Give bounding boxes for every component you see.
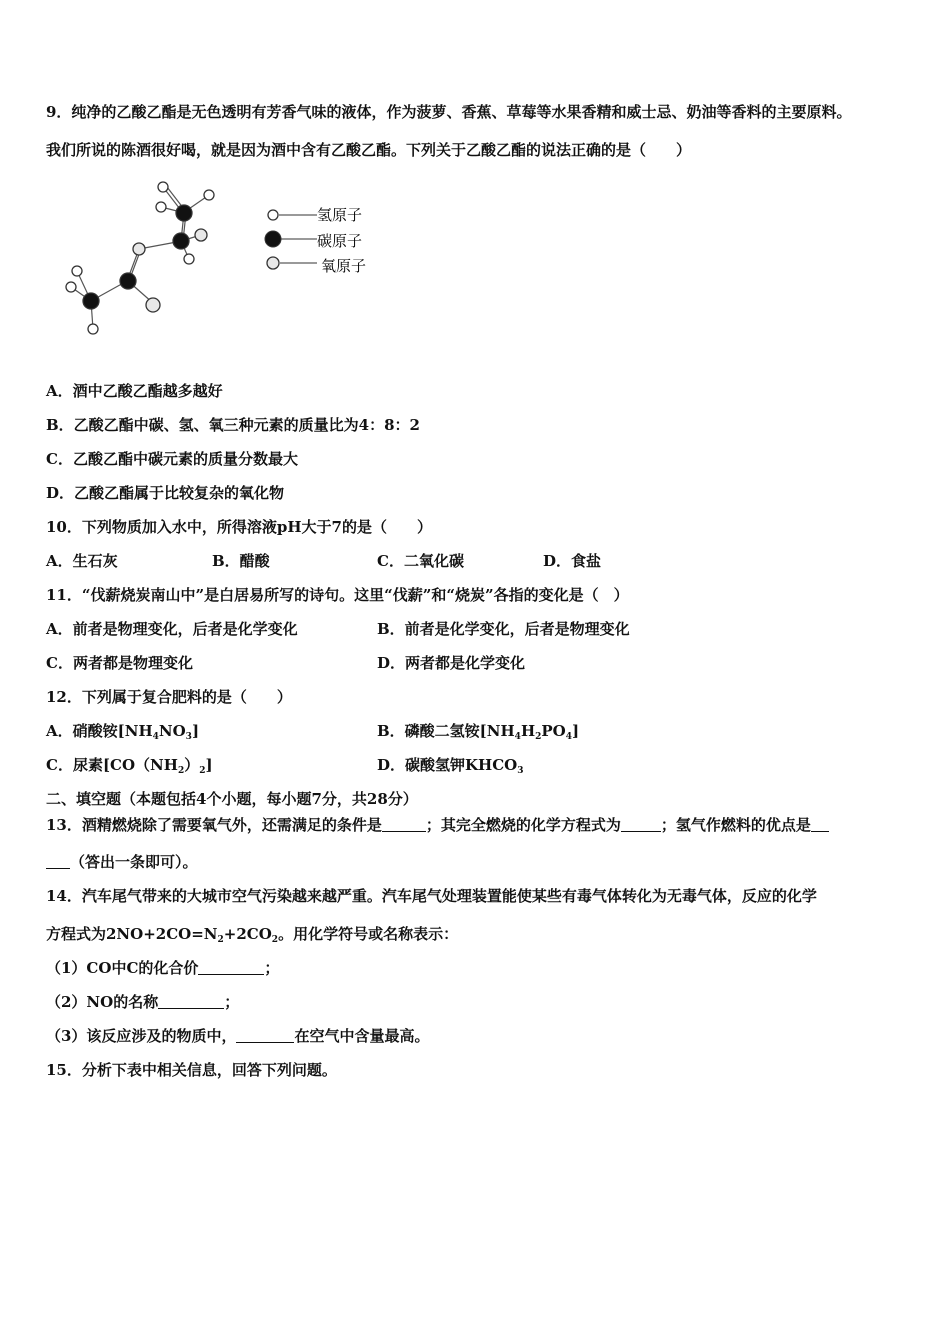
q9-option-a: A．酒中乙酸乙酯越多越好 xyxy=(46,382,223,400)
q11-option-d: D．两者都是化学变化 xyxy=(377,654,526,672)
molecule-atoms xyxy=(66,182,214,334)
q13-blank-3b[interactable] xyxy=(46,854,70,869)
q13-blank-3a[interactable] xyxy=(811,817,829,832)
q9-stem-line1: 9．纯净的乙酸乙酯是无色透明有芳香气味的液体，作为菠萝、香蕉、草莓等水果香精和威士忌、奶油等香料的主要原料。 xyxy=(46,103,852,121)
oxygen-atom xyxy=(146,298,160,312)
q13-blank-1[interactable] xyxy=(382,817,426,832)
carbon-atom xyxy=(83,293,99,309)
legend-hydrogen-label: 氢原子 xyxy=(317,206,363,224)
hydrogen-atom xyxy=(72,266,82,276)
oxygen-atom xyxy=(133,243,145,255)
carbon-atom xyxy=(120,273,136,289)
ethyl-acetate-molecule-diagram xyxy=(55,175,385,345)
q11-option-c: C．两者都是物理变化 xyxy=(46,654,193,672)
hydrogen-atom xyxy=(204,190,214,200)
q13-line1: 13．酒精燃烧除了需要氧气外，还需满足的条件是 ；其完全燃烧的化学方程式为 ；氢气作燃料的优点是 xyxy=(46,815,829,835)
hydrogen-atom xyxy=(156,202,166,212)
q11-option-b: B．前者是化学变化，后者是物理变化 xyxy=(377,620,630,638)
hydrogen-atom xyxy=(184,254,194,264)
q11-option-a: A．前者是物理变化，后者是化学变化 xyxy=(46,620,298,638)
legend-carbon-label: 碳原子 xyxy=(317,232,363,250)
q10-stem: 10．下列物质加入水中，所得溶液pH大于7的是（ ） xyxy=(46,518,432,536)
q14-stem-line2: 方程式为$2NO+2CO=N_2+2CO_2$。用化学符号或名称表示： xyxy=(46,925,459,945)
q10-option-c: C．二氧化碳 xyxy=(377,552,464,570)
q12-option-c: C．尿素$[CO(NH_2)_2]$ xyxy=(46,756,213,776)
q12-stem: 12．下列属于复合肥料的是（ ） xyxy=(46,688,292,706)
q10-option-d: D．食盐 xyxy=(543,552,602,570)
legend-oxygen-label: 氧原子 xyxy=(321,257,367,275)
oxygen-atom xyxy=(195,229,207,241)
q14-sub2: （2）NO的名称 ； xyxy=(46,993,240,1011)
hydrogen-atom xyxy=(158,182,168,192)
q14-sub1: （1）CO中C的化合价 ； xyxy=(46,959,280,977)
q13-blank-2[interactable] xyxy=(621,817,661,832)
molecule-legend xyxy=(265,206,366,275)
carbon-atom xyxy=(176,205,192,221)
hydrogen-atom xyxy=(66,282,76,292)
q11-stem: 11．“伐薪烧炭南山中”是白居易所写的诗句。这里“伐薪”和“烧炭”各指的变化是（ ） xyxy=(46,586,629,604)
q10-option-a: A．生石灰 xyxy=(46,552,118,570)
q14-blank-1[interactable] xyxy=(198,960,264,975)
q12-option-b: B．磷酸二氢铵$[NH_4H_2PO_4]$ xyxy=(377,722,580,742)
q12-option-d: D．碳酸氢钾$KHCO_3$ xyxy=(377,756,524,776)
legend-hydrogen-symbol xyxy=(268,210,278,220)
q10-option-b: B．醋酸 xyxy=(212,552,270,570)
q9-option-b: B．乙酸乙酯中碳、氢、氧三种元素的质量比为4：8：2 xyxy=(46,416,420,434)
q13-line2: （答出一条即可）。 xyxy=(46,852,198,872)
q14-blank-2[interactable] xyxy=(158,994,224,1009)
hydrogen-atom xyxy=(88,324,98,334)
carbon-atom xyxy=(173,233,189,249)
q14-blank-3[interactable] xyxy=(236,1028,294,1043)
q9-stem-line2: 我们所说的陈酒很好喝，就是因为酒中含有乙酸乙酯。下列关于乙酸乙酯的说法正确的是（ ） xyxy=(46,141,692,159)
q9-option-c: C．乙酸乙酯中碳元素的质量分数最大 xyxy=(46,450,298,468)
q14-stem-line1: 14．汽车尾气带来的大城市空气污染越来越严重。汽车尾气处理装置能使某些有毒气体转化为无毒气体，反应的化学 xyxy=(46,887,817,905)
q9-option-d: D．乙酸乙酯属于比较复杂的氧化物 xyxy=(46,484,285,502)
legend-carbon-symbol xyxy=(265,231,281,247)
q12-option-a: A．硝酸铵$[NH_4NO_3]$ xyxy=(46,722,200,742)
section-2-heading: 二、填空题（本题包括4个小题，每小题7分，共28分） xyxy=(46,790,418,808)
q14-sub3: （3）该反应涉及的物质中， 在空气中含量最高。 xyxy=(46,1027,430,1045)
legend-oxygen-symbol xyxy=(267,257,279,269)
q15-stem: 15．分析下表中相关信息，回答下列问题。 xyxy=(46,1061,337,1079)
